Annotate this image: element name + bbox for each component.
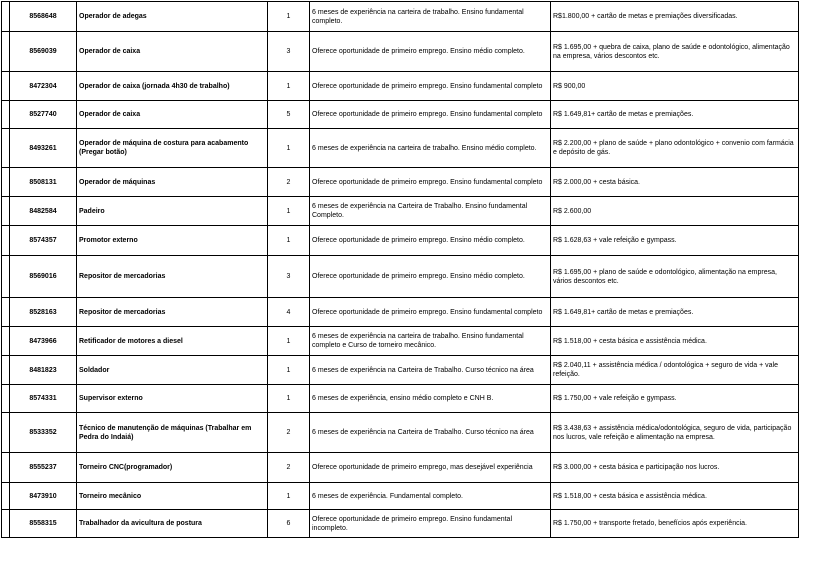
- job-requirements: Oferece oportunidade de primeiro emprego. Ensino fundamental completo: [310, 72, 551, 101]
- row-margin-cell: [2, 385, 10, 413]
- job-requirements: 6 meses de experiência, ensino médio completo e CNH B.: [310, 385, 551, 413]
- table-row: [2, 32, 799, 72]
- row-margin-cell: [2, 32, 10, 72]
- table-row: [2, 2, 799, 32]
- job-quantity: 1: [268, 356, 310, 385]
- job-requirements: 6 meses de experiência. Fundamental completo.: [310, 483, 551, 510]
- job-code: 8528163: [10, 298, 77, 327]
- job-quantity: 1: [268, 385, 310, 413]
- job-offer: R$ 3.000,00 + cesta básica e participação nos lucros.: [551, 453, 799, 483]
- job-quantity: 6: [268, 510, 310, 538]
- job-title: Operador de caixa: [77, 101, 268, 129]
- job-requirements: 6 meses de experiência na Carteira de Trabalho. Ensino fundamental Completo.: [310, 197, 551, 226]
- job-requirements: 6 meses de experiência na carteira de trabalho. Ensino médio completo.: [310, 129, 551, 168]
- job-quantity: 1: [268, 197, 310, 226]
- row-margin-cell: [2, 413, 10, 453]
- row-margin-cell: [2, 72, 10, 101]
- job-title: Operador de máquina de costura para acabamento (Pregar botão): [77, 129, 268, 168]
- job-requirements: Oferece oportunidade de primeiro emprego. Ensino fundamental completo: [310, 101, 551, 129]
- job-title: Técnico de manutenção de máquinas (Trabalhar em Pedra do Indaiá): [77, 413, 268, 453]
- job-code: 8574357: [10, 226, 77, 256]
- job-title: Soldador: [77, 356, 268, 385]
- job-code: 8472304: [10, 72, 77, 101]
- job-quantity: 1: [268, 2, 310, 32]
- job-offer: R$ 1.518,00 + cesta básica e assistência médica.: [551, 327, 799, 356]
- job-quantity: 2: [268, 168, 310, 197]
- job-quantity: 5: [268, 101, 310, 129]
- job-offer: R$ 2.040,11 + assistência médica / odontológica + seguro de vida + vale refeição.: [551, 356, 799, 385]
- job-offer: R$ 1.695,00 + plano de saúde e odontológico, alimentação na empresa, vários descontos etc.: [551, 256, 799, 298]
- job-offer: R$ 1.518,00 + cesta básica e assistência médica.: [551, 483, 799, 510]
- job-offer: R$ 2.000,00 + cesta básica.: [551, 168, 799, 197]
- job-offer: R$ 900,00: [551, 72, 799, 101]
- job-requirements: Oferece oportunidade de primeiro emprego. Ensino médio completo.: [310, 256, 551, 298]
- job-title: Padeiro: [77, 197, 268, 226]
- job-requirements: Oferece oportunidade de primeiro emprego. Ensino fundamental incompleto.: [310, 510, 551, 538]
- row-margin-cell: [2, 226, 10, 256]
- job-requirements: Oferece oportunidade de primeiro emprego. Ensino médio completo.: [310, 226, 551, 256]
- job-title: Repositor de mercadorias: [77, 256, 268, 298]
- job-offer: R$ 2.600,00: [551, 197, 799, 226]
- job-quantity: 4: [268, 298, 310, 327]
- job-code: 8508131: [10, 168, 77, 197]
- table-row: [2, 256, 799, 298]
- job-code: 8555237: [10, 453, 77, 483]
- row-margin-cell: [2, 2, 10, 32]
- job-code: 8473966: [10, 327, 77, 356]
- row-margin-cell: [2, 129, 10, 168]
- job-title: Torneiro mecânico: [77, 483, 268, 510]
- job-requirements: Oferece oportunidade de primeiro emprego. Ensino médio completo.: [310, 32, 551, 72]
- row-margin-cell: [2, 483, 10, 510]
- job-code: 8533352: [10, 413, 77, 453]
- table-row: [2, 72, 799, 101]
- job-title: Promotor externo: [77, 226, 268, 256]
- job-code: 8569039: [10, 32, 77, 72]
- job-title: Trabalhador da avicultura de postura: [77, 510, 268, 538]
- job-requirements: Oferece oportunidade de primeiro emprego, mas desejável experiência: [310, 453, 551, 483]
- job-title: Operador de caixa: [77, 32, 268, 72]
- table-row: [2, 510, 799, 538]
- table-row: [2, 168, 799, 197]
- row-margin-cell: [2, 101, 10, 129]
- job-code: 8493261: [10, 129, 77, 168]
- table-row: [2, 298, 799, 327]
- row-margin-cell: [2, 510, 10, 538]
- job-title: Supervisor externo: [77, 385, 268, 413]
- job-quantity: 1: [268, 129, 310, 168]
- job-offer: R$ 1.649,81+ cartão de metas e premiações.: [551, 298, 799, 327]
- job-offer: R$ 1.750,00 + transporte fretado, benefícios após experiência.: [551, 510, 799, 538]
- table-row: [2, 356, 799, 385]
- row-margin-cell: [2, 256, 10, 298]
- job-requirements: 6 meses de experiência na carteira de trabalho. Ensino fundamental completo e Curso de torneiro mecânico.: [310, 327, 551, 356]
- job-code: 8481823: [10, 356, 77, 385]
- job-code: 8473910: [10, 483, 77, 510]
- job-title: Torneiro CNC(programador): [77, 453, 268, 483]
- job-quantity: 1: [268, 226, 310, 256]
- job-code: 8558315: [10, 510, 77, 538]
- job-quantity: 1: [268, 483, 310, 510]
- job-requirements: 6 meses de experiência na Carteira de Trabalho. Curso técnico na área: [310, 356, 551, 385]
- job-offer: R$ 1.695,00 + quebra de caixa, plano de saúde e odontológico, alimentação na empresa, vários descontos etc.: [551, 32, 799, 72]
- table-row: [2, 483, 799, 510]
- table-row: [2, 453, 799, 483]
- job-offer: R$ 1.628,63 + vale refeição e gympass.: [551, 226, 799, 256]
- table-row: [2, 129, 799, 168]
- row-margin-cell: [2, 327, 10, 356]
- job-offer: R$1.800,00 + cartão de metas e premiações diversificadas.: [551, 2, 799, 32]
- job-requirements: Oferece oportunidade de primeiro emprego. Ensino fundamental completo: [310, 168, 551, 197]
- job-quantity: 3: [268, 32, 310, 72]
- job-quantity: 2: [268, 453, 310, 483]
- job-requirements: Oferece oportunidade de primeiro emprego. Ensino fundamental completo: [310, 298, 551, 327]
- table-row: [2, 101, 799, 129]
- job-title: Repositor de mercadorias: [77, 298, 268, 327]
- job-title: Operador de máquinas: [77, 168, 268, 197]
- job-code: 8568648: [10, 2, 77, 32]
- job-offer: R$ 2.200,00 + plano de saúde + plano odontológico + convenio com farmácia e depósito de gás.: [551, 129, 799, 168]
- row-margin-cell: [2, 356, 10, 385]
- row-margin-cell: [2, 298, 10, 327]
- job-quantity: 1: [268, 327, 310, 356]
- job-offer: R$ 1.750,00 + vale refeição e gympass.: [551, 385, 799, 413]
- job-requirements: 6 meses de experiência na carteira de trabalho. Ensino fundamental completo.: [310, 2, 551, 32]
- job-quantity: 3: [268, 256, 310, 298]
- table-row: [2, 327, 799, 356]
- job-title: Operador de caixa (jornada 4h30 de trabalho): [77, 72, 268, 101]
- job-quantity: 1: [268, 72, 310, 101]
- job-quantity: 2: [268, 413, 310, 453]
- job-requirements: 6 meses de experiência na Carteira de Trabalho. Curso técnico na área: [310, 413, 551, 453]
- table-row: [2, 226, 799, 256]
- table-row: [2, 385, 799, 413]
- job-code: 8574331: [10, 385, 77, 413]
- job-code: 8527740: [10, 101, 77, 129]
- job-offer: R$ 1.649,81+ cartão de metas e premiações.: [551, 101, 799, 129]
- table-row: [2, 413, 799, 453]
- table-row: [2, 197, 799, 226]
- row-margin-cell: [2, 453, 10, 483]
- row-margin-cell: [2, 168, 10, 197]
- job-code: 8482584: [10, 197, 77, 226]
- job-offer: R$ 3.438,63 + assistência médica/odontológica, seguro de vida, participação nos lucros, vale refeição e alimentação na empresa.: [551, 413, 799, 453]
- job-title: Operador de adegas: [77, 2, 268, 32]
- job-openings-table: [1, 1, 799, 538]
- job-title: Retificador de motores a diesel: [77, 327, 268, 356]
- job-code: 8569016: [10, 256, 77, 298]
- row-margin-cell: [2, 197, 10, 226]
